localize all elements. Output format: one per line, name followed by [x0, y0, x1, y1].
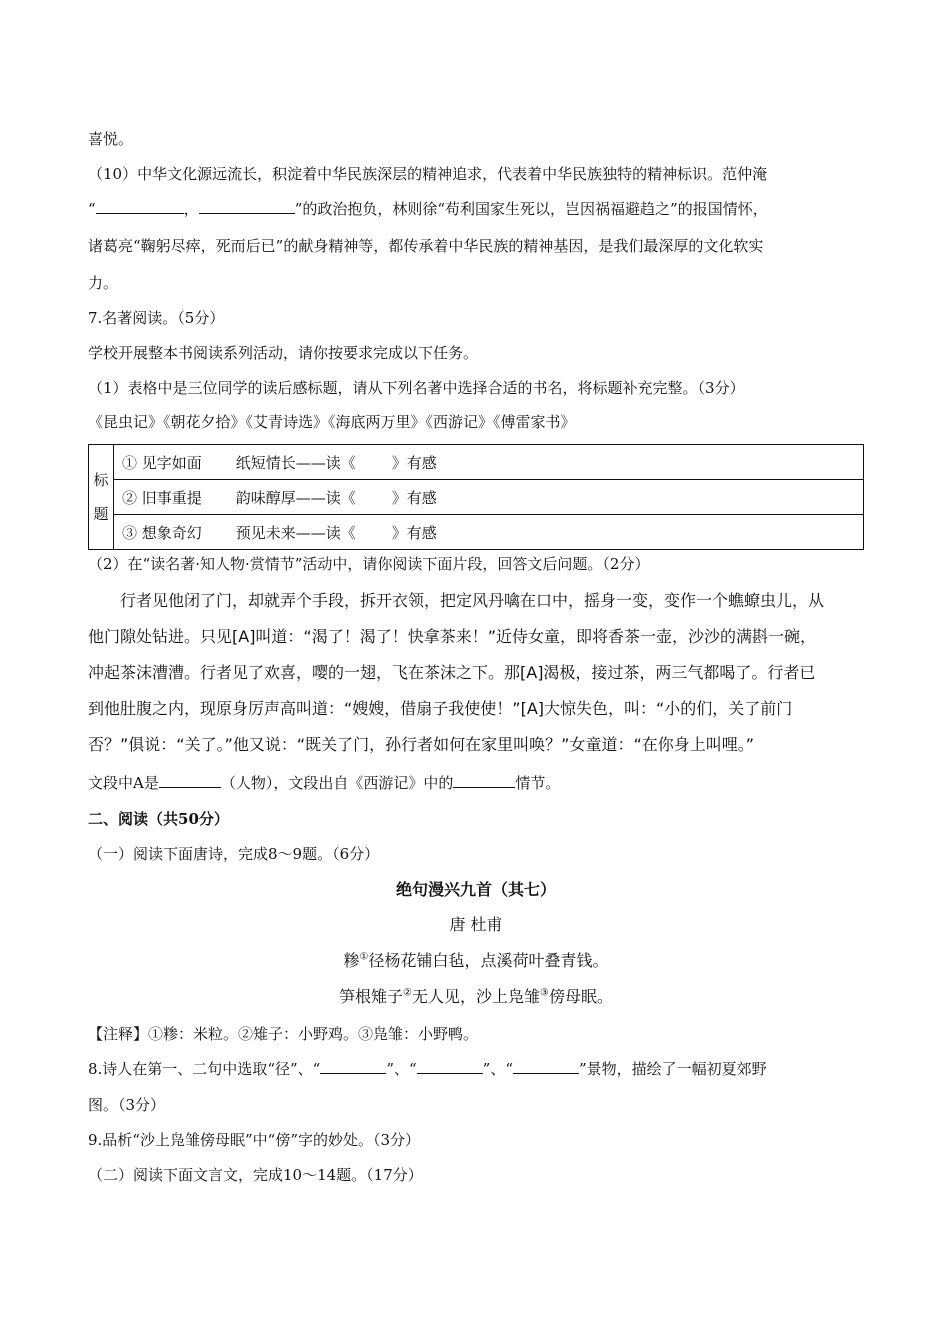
paragraph-continuation: 喜悦。 — [88, 130, 134, 148]
question-text: ”、“ — [482, 1060, 514, 1078]
row-text: 纸短情长——读《 — [235, 453, 356, 472]
poem-text: 径杨花铺白毡，点溪荷叶叠青钱。 — [368, 951, 609, 970]
q9: 9.品析“沙上凫雏傍母眠”中“傍”字的妙处。（3分） — [88, 1131, 421, 1149]
poem-line-1 — [88, 950, 864, 972]
table-head-char: 题 — [93, 505, 109, 523]
q7-intro: 学校开展整本书阅读系列活动，请你按要求完成以下任务。 — [88, 344, 479, 362]
footnote-mark: ① — [359, 951, 369, 963]
note-text: ①糁：米粒。②雉子：小野鸡。③凫雏：小野鸭。 — [148, 1025, 479, 1043]
q8-line-2: 图。（3分） — [88, 1096, 166, 1114]
question-text: （人物），文段出自《西游记》中的 — [220, 774, 454, 792]
row-phrase: ② 旧事重提 — [122, 488, 202, 507]
poem-text: 傍母眠。 — [548, 987, 613, 1006]
question-text: 情节。 — [515, 774, 561, 792]
passage-line: 他门隙处钻进。只见[A]叫道：“渴了！渴了！快拿茶来！”近侍女童，即将香茶一壶，沙沙的满斟一碗， — [88, 627, 817, 646]
poem-text: 无人见，沙上凫雏 — [411, 987, 540, 1006]
q10-line-1: （10）中华文化源远流长，积淀着中华民族深层的精神追求，代表着中华民族独特的精神标识。范仲淹 — [88, 165, 768, 183]
q7-sub1: （1）表格中是三位同学的读后感标题，请从下列名著中选择合适的书名，将标题补充完整。（3分） — [88, 379, 745, 397]
row-phrase: ③ 想象奇幻 — [122, 523, 202, 542]
answer-blank[interactable] — [453, 772, 515, 788]
footnote-mark: ② — [403, 987, 412, 999]
poem-author: 唐 杜甫 — [449, 915, 503, 934]
row-phrase: ① 见字如面 — [122, 453, 202, 472]
q7-title: 7.名著阅读。（5分） — [88, 309, 225, 327]
q10-open-quote: “ — [88, 200, 96, 218]
question-text: ”、“ — [386, 1060, 417, 1078]
row-tail: 》有感 — [391, 488, 437, 507]
answer-blank[interactable] — [199, 198, 295, 214]
q10-line-2-rest: ”的政治抱负，林则徐“苟利国家生死以，岂因祸福避趋之”的报国情怀， — [294, 200, 768, 218]
answer-blank[interactable] — [159, 772, 221, 788]
row-text: 预见未来——读《 — [235, 523, 356, 542]
poem-text: 糁 — [343, 951, 360, 970]
passage-line: 否？”俱说：“关了。”他又说：“既关了门，孙行者如何在家里叫唤？”女童道：“在你身上叫哩。” — [88, 735, 755, 754]
q10-comma: ， — [183, 200, 199, 218]
poem-title: 绝句漫兴九首（其七） — [395, 880, 556, 899]
q8-line-1 — [88, 1058, 767, 1080]
row-text: 韵味醇厚——读《 — [235, 488, 356, 507]
row-tail: 》有感 — [391, 523, 437, 542]
q10-line-2 — [88, 198, 768, 220]
answer-blank[interactable] — [513, 1058, 579, 1074]
part1-heading: （一）阅读下面唐诗，完成8～9题。（6分） — [88, 845, 380, 863]
row-tail: 》有感 — [391, 453, 437, 472]
poem-text: 笋根雉子 — [339, 987, 404, 1006]
table-row — [114, 480, 864, 515]
q10-line-4: 力。 — [88, 274, 119, 292]
q7-sub2: （2）在“读名著·知人物·赏情节”活动中，请你阅读下面片段，回答文后问题。（2分） — [88, 555, 650, 573]
table-row — [114, 515, 864, 550]
q10-line-3: 诸葛亮“鞠躬尽瘁，死而后已”的献身精神等，都传承着中华民族的精神基因，是我们最深厚的文化软实 — [88, 237, 764, 255]
poem-line-2 — [88, 986, 864, 1008]
title-table — [88, 444, 864, 550]
question-text: 文段中A是 — [88, 774, 159, 792]
answer-blank[interactable] — [320, 1058, 386, 1074]
table-head-char: 标 — [93, 471, 109, 489]
poem-notes — [88, 1023, 478, 1045]
note-label: 【注释】 — [88, 1025, 149, 1043]
question-text: ”景物，描绘了一幅初夏郊野 — [579, 1060, 767, 1078]
answer-blank[interactable] — [417, 1058, 483, 1074]
passage-line: 冲起茶沫漕漕。行者见了欢喜，嘤的一翅，飞在茶沫之下。那[A]渴极，接过茶，两三气都喝了。行者已 — [88, 663, 816, 682]
table-header-cell — [89, 445, 114, 550]
part2-heading: （二）阅读下面文言文，完成10～14题。（17分） — [88, 1166, 423, 1184]
section-title: 二、阅读（共50分） — [88, 810, 229, 828]
footnote-mark: ③ — [540, 987, 549, 999]
q7-question — [88, 772, 560, 794]
question-text: 8.诗人在第一、二句中选取“径”、“ — [88, 1060, 321, 1078]
passage-line: 行者见他闭了门，却就弄个手段，拆开衣领，把定风丹噙在口中，摇身一变，变作一个蟭蟟虫儿，从 — [120, 591, 825, 610]
book-list: 《昆虫记》《朝花夕拾》《艾青诗选》《海底两万里》《西游记》《傅雷家书》 — [88, 413, 576, 431]
passage-line: 到他肚腹之内，现原身厉声高叫道：“嫂嫂，借扇子我使使！”[A]大惊失色，叫：“小的们，关了前门 — [88, 699, 793, 718]
table-row — [114, 445, 864, 480]
answer-blank[interactable] — [96, 198, 184, 214]
